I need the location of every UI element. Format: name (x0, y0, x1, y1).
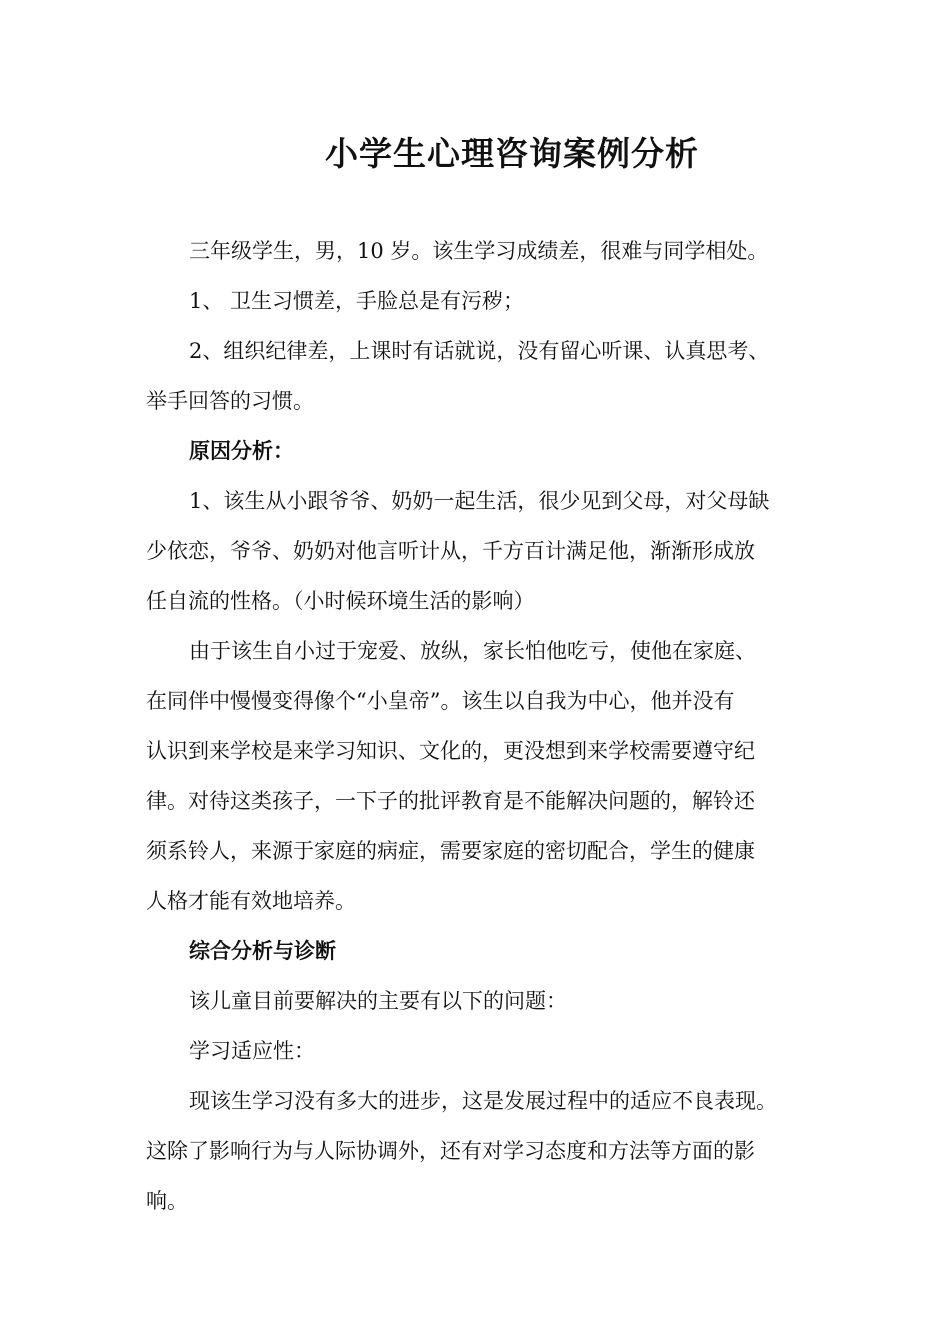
symptom-item-2-line-2: 举手回答的习惯。 (146, 389, 314, 413)
cause-paragraph-2-line-3: 认识到来学校是来学习知识、文化的，更没想到来学校需要遵守纪 (146, 739, 755, 763)
cause-item-1-line-3: 任自流的性格。（小时候环境生活的影响） (146, 589, 535, 613)
adaptability-paragraph-line-3: 响。 (146, 1189, 188, 1213)
document-title: 小学生心理咨询案例分析 (325, 134, 699, 173)
document-body (146, 226, 846, 1226)
symptom-item-2-line-1: 2、组织纪律差，上课时有话就说，没有留心听课、认真思考、 (189, 339, 770, 363)
adaptability-paragraph-line-1: 现该生学习没有多大的进步，这是发展过程中的适应不良表现。 (189, 1089, 777, 1113)
adaptability-paragraph-line-2: 这除了影响行为与人际协调外，还有对学习态度和方法等方面的影 (146, 1139, 755, 1163)
cause-paragraph-2-line-1: 由于该生自小过于宠爱、放纵，家长怕他吃亏，使他在家庭、 (189, 639, 756, 663)
cause-paragraph-2-line-5: 须系铃人，来源于家庭的病症，需要家庭的密切配合，学生的健康 (146, 839, 755, 863)
diagnosis-heading: 综合分析与诊断 (189, 938, 336, 963)
case-intro-line: 三年级学生，男，10 岁。该生学习成绩差，很难与同学相处。 (189, 239, 769, 263)
cause-paragraph-2-line-6: 人格才能有效地培养。 (146, 889, 356, 913)
symptom-item-1: 1、 卫生习惯差，手脸总是有污秽； (189, 289, 525, 313)
learning-adaptability-label: 学习适应性： (189, 1039, 315, 1063)
cause-analysis-heading: 原因分析： (189, 438, 294, 463)
cause-paragraph-2-line-2: 在同伴中慢慢变得像个“小皇帝”。该生以自我为中心，他并没有 (146, 689, 735, 713)
problems-intro: 该儿童目前要解决的主要有以下的问题： (189, 989, 567, 1013)
cause-item-1-line-2: 少依恋，爷爷、奶奶对他言听计从，千方百计满足他，渐渐形成放 (146, 539, 755, 563)
cause-paragraph-2-line-4: 律。对待这类孩子，一下子的批评教育是不能解决问题的，解铃还 (146, 789, 755, 813)
cause-item-1-line-1: 1、该生从小跟爷爷、奶奶一起生活，很少见到父母，对父母缺 (189, 489, 770, 513)
